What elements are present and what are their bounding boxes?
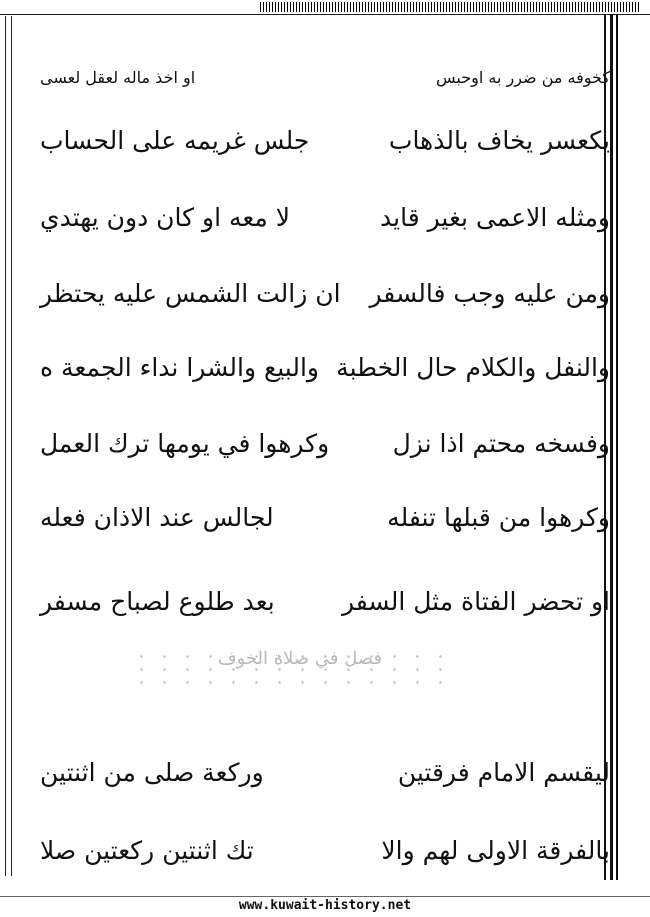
verse-right-hemistich: يكعسر يخاف بالذهاب <box>388 125 610 155</box>
verse-line <box>22 337 610 397</box>
verse-line <box>22 187 610 247</box>
verse-line <box>22 110 610 170</box>
verse-left-hemistich: لا معه او كان دون يهتدي <box>40 202 291 232</box>
verse-left-hemistich: او اخذ ماله لعقل لعسى <box>40 68 196 87</box>
verse-right-hemistich: والنفل والكلام حال الخطبة <box>336 352 610 382</box>
verse-left-hemistich: تك اثنتين ركعتين صلا <box>40 835 254 865</box>
verse-left-hemistich: وكرهوا في يومها ترك العمل <box>40 428 330 458</box>
right-rule-line <box>616 14 618 880</box>
verse-line <box>22 487 610 547</box>
top-border-strip <box>0 0 650 15</box>
verse-left-hemistich: جلس غريمه على الحساب <box>40 125 310 155</box>
verse-line <box>22 413 610 473</box>
verse-right-hemistich: كخوفه من ضرر به اوحبس <box>436 68 610 87</box>
left-margin-rule <box>5 16 12 876</box>
verse-line <box>22 48 610 108</box>
verse-right-hemistich: وفسخه محتم اذا نزل <box>392 428 610 458</box>
verse-right-hemistich: ومن عليه وجب فالسفر <box>369 278 610 308</box>
verse-left-hemistich: لجالس عند الاذان فعله <box>40 502 274 532</box>
verse-right-hemistich: ليقسم الامام فرقتين <box>397 757 610 787</box>
verse-line <box>22 742 610 802</box>
verse-line <box>22 571 610 631</box>
verse-left-hemistich: وركعة صلى من اثنتين <box>40 757 264 787</box>
verse-line <box>22 263 610 323</box>
verse-right-hemistich: وكرهوا من قبلها تنفله <box>387 502 610 532</box>
verse-right-hemistich: بالفرقة الاولى لهم والا <box>381 835 610 865</box>
faded-section-heading: فصل في صلاة الخوف <box>217 648 383 669</box>
verse-right-hemistich: او تحضر الفتاة مثل السفر <box>341 586 610 616</box>
scan-hatch-pattern <box>260 2 640 12</box>
verse-right-hemistich: ومثله الاعمى بغير قايد <box>380 202 610 232</box>
right-rule-line <box>610 14 613 880</box>
verse-line <box>22 820 610 880</box>
verse-left-hemistich: والبيع والشرا نداء الجمعة ه <box>40 352 319 382</box>
verse-left-hemistich: ان زالت الشمس عليه يحتظر <box>40 278 341 308</box>
site-watermark: www.kuwait-history.net <box>0 896 650 917</box>
verse-left-hemistich: بعد طلوع لصباح مسفر <box>40 586 275 616</box>
